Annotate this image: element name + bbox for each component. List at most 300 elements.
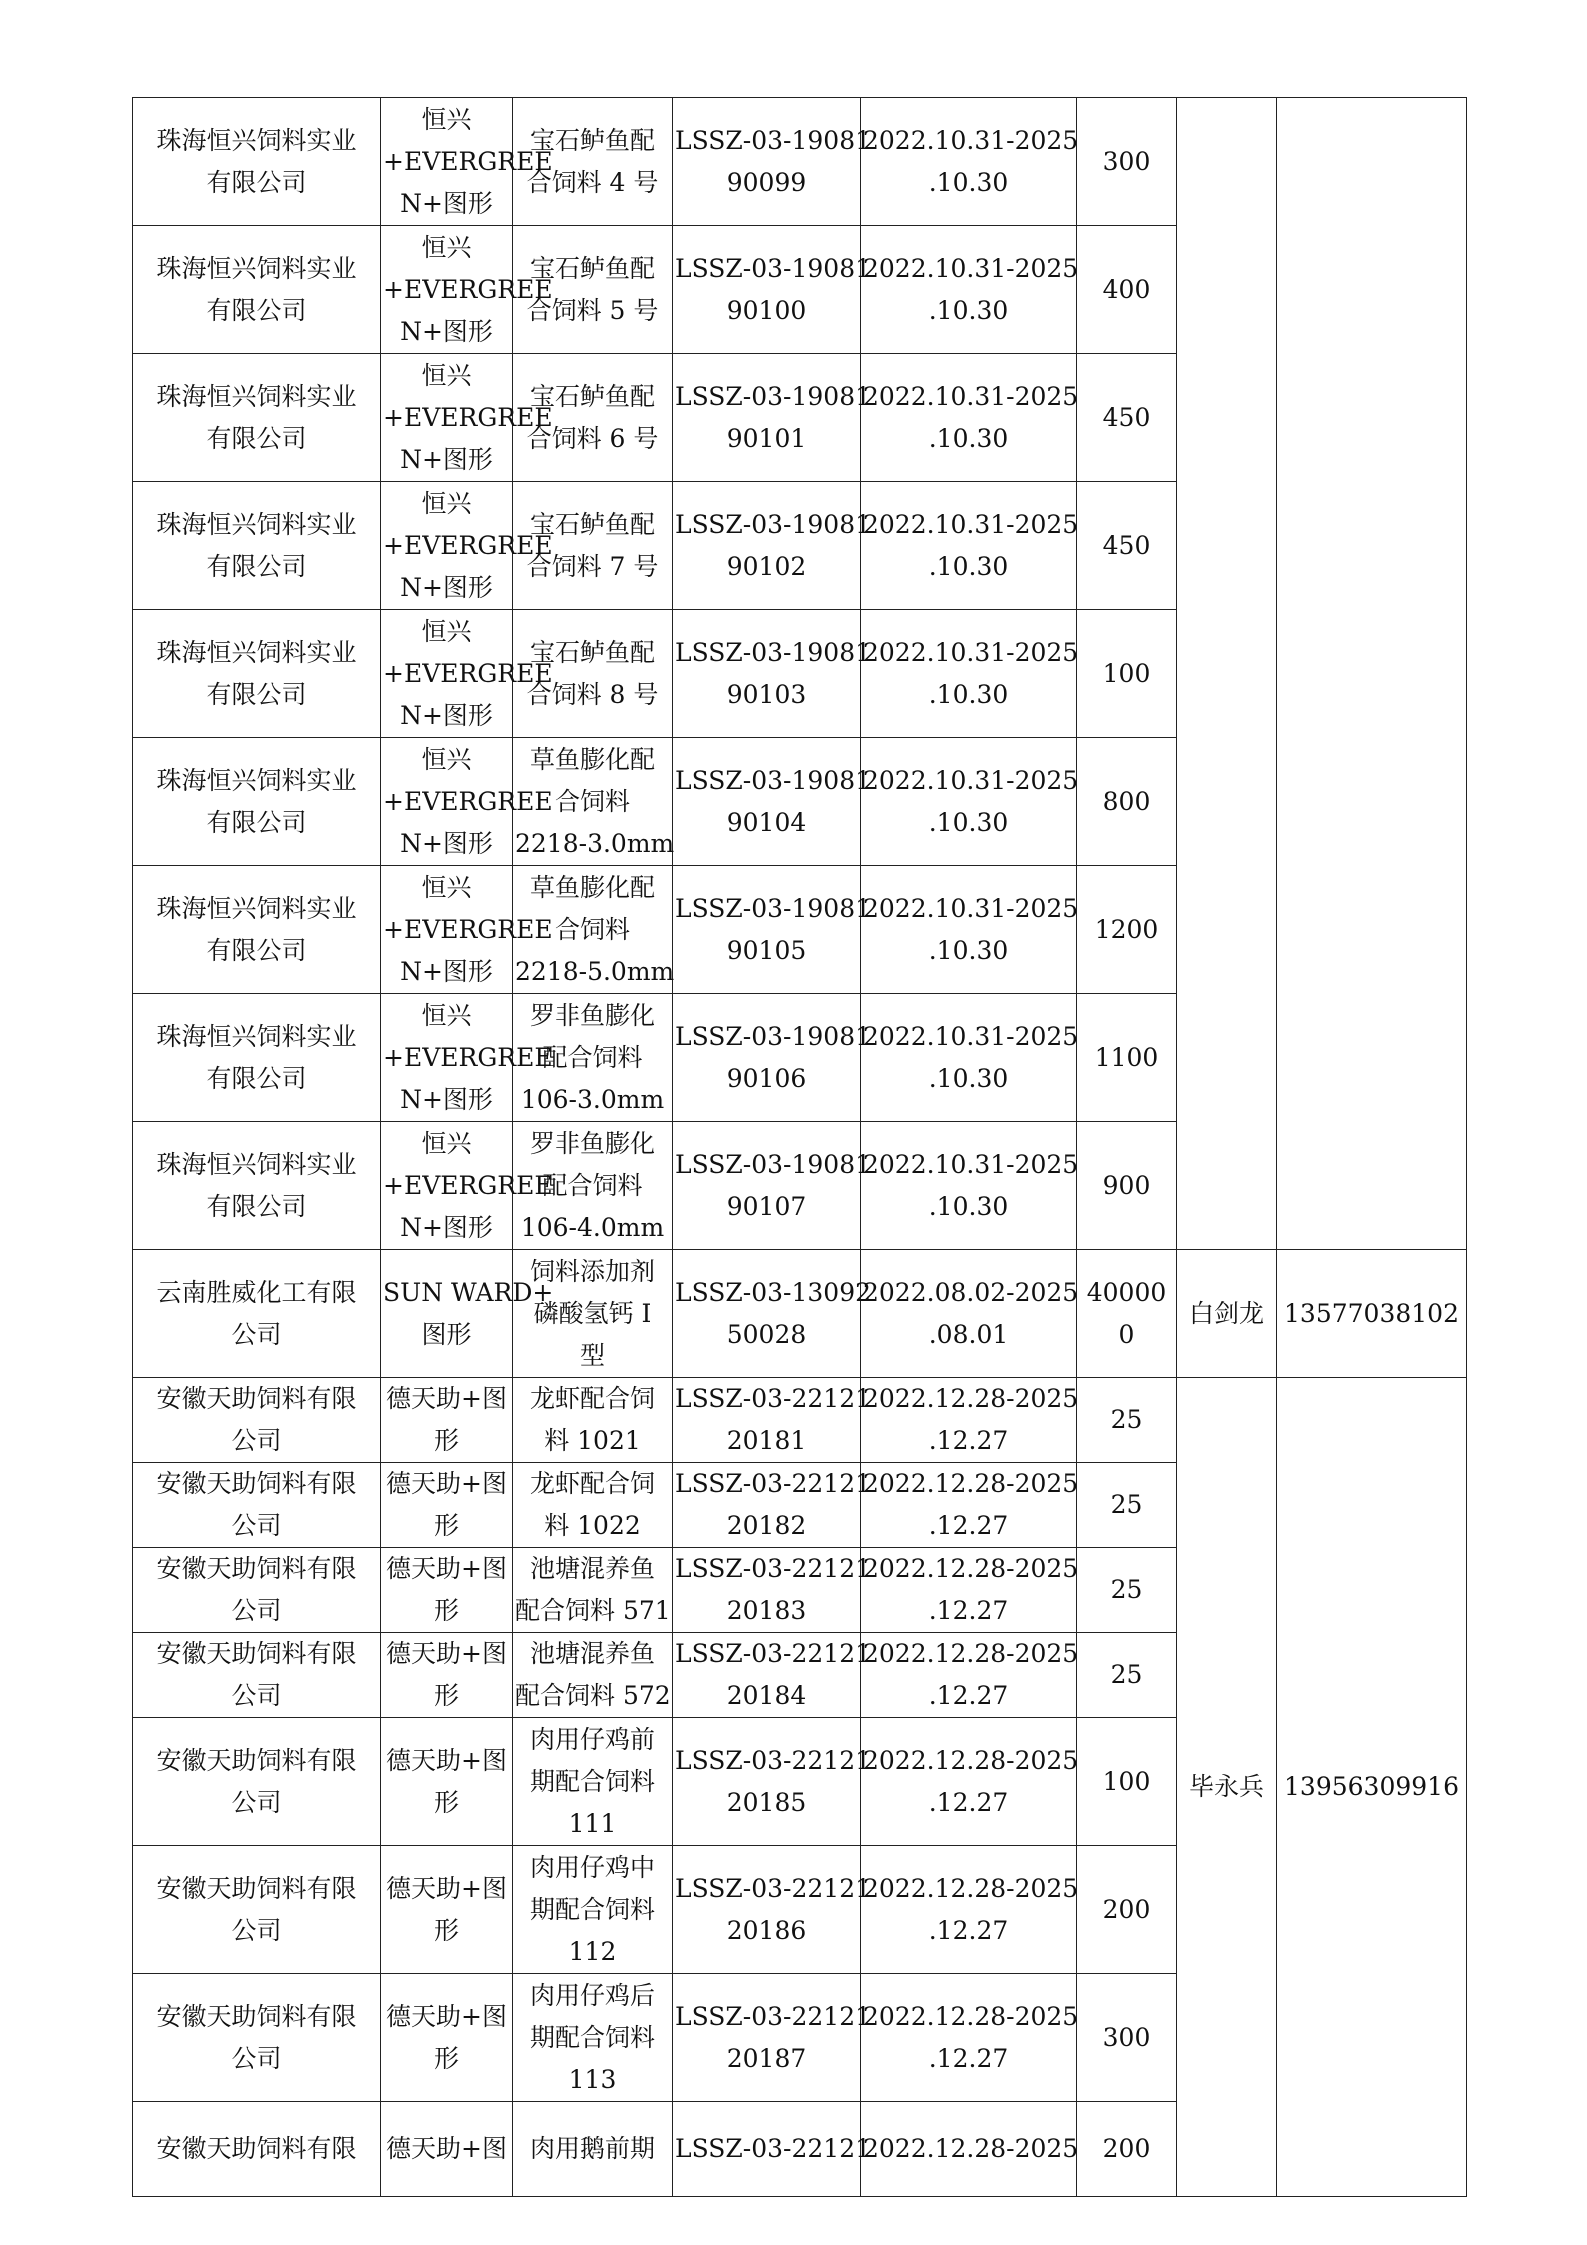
brand-cell-line: +EVERGREE [383,658,553,688]
registration-code-cell [673,1846,872,1974]
company-cell-line: 有限公司 [206,807,307,837]
brand-cell-line: 形 [433,1426,459,1455]
brand-cell [381,1378,513,1463]
brand-cell-line: 恒兴 [421,1128,472,1158]
registration-code-cell-line: 90107 [726,1191,807,1221]
validity-period-cell-line: .12.27 [928,1915,1009,1945]
validity-period-cell-line: .10.30 [928,935,1009,965]
amount-cell: 900 [1077,1122,1177,1250]
company-cell-line: 珠海恒兴饲料实业 [156,509,357,539]
product-cell-line: 肉用仔鸡中 [529,1852,655,1882]
brand-cell-line: 德天助+图 [386,1745,507,1775]
amount-cell: 450 [1077,354,1177,482]
brand-cell [381,738,553,866]
validity-period-cell-line: .12.27 [928,1426,1009,1455]
company-cell [133,482,381,610]
brand-cell-line: N+图形 [400,316,493,346]
brand-cell-line: 恒兴 [421,360,472,390]
brand-cell-line: 恒兴 [421,104,472,134]
product-cell-line: 配合饲料 571 [515,1596,671,1625]
product-cell [513,1974,673,2102]
registration-code-cell-line: 50028 [726,1319,807,1349]
product-cell-line: 宝石鲈鱼配 [529,509,655,539]
product-cell-line: 肉用鹅前期 [529,2134,655,2163]
table-row [133,1250,1467,1378]
brand-cell-line: N+图形 [400,1084,493,1114]
product-cell-line: 宝石鲈鱼配 [529,637,655,667]
brand-cell-line: 恒兴 [421,1000,472,1030]
company-cell [133,226,381,354]
registration-code-cell-line: LSSZ-03-19081 [675,1149,872,1179]
registration-code-cell [673,1548,872,1633]
registration-code-cell-line: LSSZ-03-22121 [675,1745,872,1775]
validity-period-cell-line: 2022.10.31-2025 [863,1021,1079,1051]
registration-code-cell [673,226,872,354]
registration-code-cell-line: 20186 [726,1915,807,1945]
product-cell-line: 草鱼膨化配 [529,744,655,774]
validity-period-cell-line: .12.27 [928,1681,1009,1710]
product-cell-line: 合饲料 5 号 [526,295,659,325]
company-cell-line: 珠海恒兴饲料实业 [156,637,357,667]
product-cell-line: 龙虾配合饲 [529,1384,655,1413]
brand-cell-line: 恒兴 [421,488,472,518]
product-cell-line: 龙虾配合饲 [529,1469,655,1498]
brand-cell-line: 德天助+图 [386,1384,507,1413]
company-cell-line: 安徽天助饲料有限 [156,2001,357,2031]
brand-cell-line: 形 [433,1915,459,1945]
brand-cell [381,98,553,226]
amount-cell: 25 [1077,1633,1177,1718]
product-cell [513,1548,673,1633]
registration-code-cell-line: 90104 [726,807,807,837]
company-cell [133,1250,381,1378]
brand-cell [381,2102,513,2197]
brand-cell-line: N+图形 [400,444,493,474]
validity-period-cell-line: .10.30 [928,1191,1009,1221]
validity-period-cell-line: 2022.10.31-2025 [863,125,1079,155]
product-cell-line: 配合饲料 [542,1042,643,1072]
registration-code-cell-line: LSSZ-03-13092 [675,1277,872,1307]
company-cell-line: 有限公司 [206,1191,307,1221]
registration-code-cell [673,98,872,226]
validity-period-cell-line: 2022.12.28-2025 [863,1469,1079,1498]
product-cell [513,2102,673,2197]
company-cell [133,994,381,1122]
company-cell-line: 公司 [231,1787,282,1817]
company-cell-line: 公司 [231,1596,282,1625]
company-cell-line: 公司 [231,1319,282,1349]
product-cell-line: 期配合饲料 [529,2022,655,2052]
product-cell-line: 肉用仔鸡前 [529,1724,655,1754]
company-cell-line: 珠海恒兴饲料实业 [156,893,357,923]
brand-cell-line: 德天助+图 [386,1469,507,1498]
brand-cell-line: 形 [433,1511,459,1540]
brand-cell [381,1633,513,1718]
product-cell-line: 期配合饲料 [529,1766,655,1796]
brand-cell-line: 恒兴 [421,744,472,774]
registration-code-cell [673,1378,872,1463]
product-cell-line: 113 [568,2064,617,2094]
product-cell-line: 型 [579,1340,605,1370]
brand-cell-line: N+图形 [400,828,493,858]
validity-period-cell [861,482,1077,610]
company-cell [133,738,381,866]
amount-cell: 100 [1077,610,1177,738]
validity-period-cell-line: 2022.10.31-2025 [863,1149,1079,1179]
registration-code-cell-line: 90100 [726,295,807,325]
contact-phone-cell: 13956309916 [1277,1378,1467,2197]
validity-period-cell-line: 2022.12.28-2025 [863,2001,1079,2031]
brand-cell-line: +EVERGREE [383,402,553,432]
product-cell-line: 池塘混养鱼 [529,1639,655,1668]
company-cell-line: 公司 [231,1915,282,1945]
registration-code-cell-line: LSSZ-03-19081 [675,893,872,923]
brand-cell-line: 恒兴 [421,616,472,646]
brand-cell [381,866,553,994]
brand-cell-line: 形 [433,2043,459,2073]
validity-period-cell [861,354,1077,482]
brand-cell-line: 德天助+图 [386,1873,507,1903]
contact-name-cell: 白剑龙 [1177,1250,1277,1378]
company-cell [133,354,381,482]
validity-period-cell-line: .12.27 [928,1787,1009,1817]
product-cell-line: 合饲料 6 号 [526,423,659,453]
registration-code-cell-line: 20181 [726,1426,807,1455]
product-cell-line: 配合饲料 [542,1170,643,1200]
company-cell-line: 有限公司 [206,423,307,453]
registration-code-cell [673,1250,872,1378]
product-cell-line: 料 1021 [544,1426,641,1455]
validity-period-cell [861,1378,1077,1463]
validity-period-cell [861,738,1077,866]
amount-cell: 200 [1077,2102,1177,2197]
table-row [133,1378,1467,1463]
product-cell-line: 宝石鲈鱼配 [529,253,655,283]
product-cell-line: 磷酸氢钙 I [533,1298,652,1328]
registration-code-cell-line: LSSZ-03-19081 [675,509,872,539]
company-cell-line: 安徽天助饲料有限 [156,1469,357,1498]
amount-cell: 25 [1077,1548,1177,1633]
validity-period-cell-line: 2022.12.28-2025 [863,1384,1079,1413]
brand-cell [381,610,553,738]
registration-code-cell-line: 20184 [726,1681,807,1710]
validity-period-cell-line: 2022.10.31-2025 [863,893,1079,923]
company-cell-line: 公司 [231,1681,282,1710]
validity-period-cell [861,1974,1077,2102]
product-cell-line: 合饲料 4 号 [526,167,659,197]
brand-cell-line: 德天助+图 [386,1554,507,1583]
validity-period-cell-line: 2022.10.31-2025 [863,509,1079,539]
company-cell [133,2102,381,2197]
registration-code-cell-line: LSSZ-03-19081 [675,381,872,411]
brand-cell [381,1463,513,1548]
amount-cell: 400 [1077,226,1177,354]
amount-cell: 300 [1077,1974,1177,2102]
company-cell-line: 珠海恒兴饲料实业 [156,1149,357,1179]
registration-code-cell-line: 90099 [726,167,807,197]
registration-code-cell-line: 90106 [726,1063,807,1093]
product-cell-line: 肉用仔鸡后 [529,1980,655,2010]
product-cell [513,1633,673,1718]
product-cell [513,610,673,738]
registration-code-cell-line: LSSZ-03-22121 [675,2134,872,2163]
registration-code-cell [673,1463,872,1548]
company-cell-line: 有限公司 [206,551,307,581]
registration-code-cell [673,994,872,1122]
product-cell-line: 2218-5.0mm [515,956,675,986]
contact-phone-cell [1277,98,1467,1250]
amount-cell: 25 [1077,1463,1177,1548]
brand-cell-line: +EVERGREE [383,914,553,944]
company-cell [133,1463,381,1548]
brand-cell-line: 恒兴 [421,232,472,262]
validity-period-cell [861,2102,1077,2197]
company-cell-line: 有限公司 [206,1063,307,1093]
validity-period-cell-line: .10.30 [928,551,1009,581]
registration-code-cell-line: 90101 [726,423,807,453]
registration-code-cell-line: 90103 [726,679,807,709]
registration-code-cell-line: LSSZ-03-22121 [675,1554,872,1583]
brand-cell-line: +EVERGREE [383,146,553,176]
feed-registration-table [132,97,1467,2197]
registration-code-cell [673,1974,872,2102]
validity-period-cell-line: .10.30 [928,423,1009,453]
registration-code-cell-line: LSSZ-03-22121 [675,1639,872,1668]
brand-cell [381,482,553,610]
brand-cell-line: N+图形 [400,956,493,986]
company-cell [133,866,381,994]
company-cell-line: 安徽天助饲料有限 [156,1745,357,1775]
company-cell-line: 有限公司 [206,167,307,197]
validity-period-cell [861,1633,1077,1718]
validity-period-cell-line: .12.27 [928,1596,1009,1625]
brand-cell [381,1548,513,1633]
registration-code-cell-line: 90105 [726,935,807,965]
product-cell-line: 2218-3.0mm [515,828,675,858]
product-cell-line: 配合饲料 572 [515,1681,671,1710]
product-cell [513,98,673,226]
product-cell-line: 池塘混养鱼 [529,1554,655,1583]
company-cell-line: 公司 [231,1511,282,1540]
company-cell [133,1974,381,2102]
company-cell-line: 有限公司 [206,679,307,709]
validity-period-cell [861,98,1077,226]
validity-period-cell-line: 2022.08.02-2025 [863,1277,1079,1307]
registration-code-cell-line: 90102 [726,551,807,581]
amount-cell: 450 [1077,482,1177,610]
validity-period-cell-line: 2022.12.28-2025 [863,1873,1079,1903]
brand-cell-line: 德天助+图 [386,1639,507,1668]
brand-cell-line: +EVERGREE [383,1170,553,1200]
company-cell-line: 珠海恒兴饲料实业 [156,1021,357,1051]
product-cell [513,354,673,482]
brand-cell [381,1250,554,1378]
product-cell-line: 期配合饲料 [529,1894,655,1924]
brand-cell [381,226,553,354]
brand-cell-line: N+图形 [400,700,493,730]
brand-cell-line: +EVERGREE [383,1042,553,1072]
company-cell-line: 珠海恒兴饲料实业 [156,125,357,155]
validity-period-cell [861,1250,1077,1378]
brand-cell [381,994,553,1122]
validity-period-cell-line: .08.01 [928,1319,1009,1349]
registration-code-cell-line: 20185 [726,1787,807,1817]
amount-cell: 200 [1077,1846,1177,1974]
validity-period-cell-line: 2022.12.28-2025 [863,1639,1079,1668]
brand-cell-line: +EVERGREE [383,530,553,560]
validity-period-cell [861,1846,1077,1974]
company-cell-line: 安徽天助饲料有限 [156,1873,357,1903]
brand-cell-line: N+图形 [400,1212,493,1242]
contact-name-cell: 毕永兵 [1177,1378,1277,2197]
product-cell-line: 草鱼膨化配 [529,872,655,902]
registration-code-cell-line: LSSZ-03-19081 [675,253,872,283]
registration-code-cell-line: 20182 [726,1511,807,1540]
validity-period-cell-line: 2022.12.28-2025 [863,1554,1079,1583]
registration-code-cell [673,482,872,610]
company-cell-line: 云南胜威化工有限 [156,1277,357,1307]
amount-cell: 1200 [1077,866,1177,994]
brand-cell-line: SUN WARD+ [383,1277,554,1307]
company-cell-line: 安徽天助饲料有限 [156,1554,357,1583]
validity-period-cell [861,1548,1077,1633]
product-cell-line: 料 1022 [544,1511,641,1540]
registration-code-cell-line: LSSZ-03-19081 [675,637,872,667]
company-cell [133,610,381,738]
brand-cell-line: 形 [433,1681,459,1710]
validity-period-cell-line: 2022.10.31-2025 [863,637,1079,667]
product-cell [513,226,673,354]
validity-period-cell [861,226,1077,354]
company-cell [133,1548,381,1633]
amount-cell: 25 [1077,1378,1177,1463]
product-cell [513,1846,673,1974]
validity-period-cell [861,866,1077,994]
validity-period-cell-line: .10.30 [928,295,1009,325]
product-cell-line: 111 [568,1808,617,1838]
validity-period-cell [861,1122,1077,1250]
registration-code-cell [673,866,872,994]
registration-code-cell-line: LSSZ-03-19081 [675,1021,872,1051]
registration-code-cell [673,1718,872,1846]
brand-cell-line: +EVERGREE [383,274,553,304]
product-cell-line: 合饲料 [554,786,630,816]
registration-code-cell-line: LSSZ-03-22121 [675,1384,872,1413]
registration-code-cell-line: 20187 [726,2043,807,2073]
company-cell-line: 有限公司 [206,935,307,965]
registration-code-cell [673,354,872,482]
brand-cell-line: N+图形 [400,188,493,218]
product-cell-line: 罗非鱼膨化 [529,1000,655,1030]
product-cell [513,1718,673,1846]
product-cell-line: 112 [568,1936,617,1966]
table-body [133,98,1467,2197]
product-cell-line: 罗非鱼膨化 [529,1128,655,1158]
registration-code-cell [673,738,872,866]
registration-code-cell-line: LSSZ-03-22121 [675,1873,872,1903]
company-cell [133,1122,381,1250]
brand-cell [381,1718,513,1846]
brand-cell-line: +EVERGREE [383,786,553,816]
amount-cell: 100 [1077,1718,1177,1846]
company-cell-line: 有限公司 [206,295,307,325]
validity-period-cell-line: 2022.10.31-2025 [863,765,1079,795]
brand-cell [381,1846,513,1974]
validity-period-cell [861,1463,1077,1548]
brand-cell [381,354,553,482]
product-cell [513,482,673,610]
company-cell [133,1718,381,1846]
company-cell-line: 公司 [231,1426,282,1455]
product-cell-line: 宝石鲈鱼配 [529,125,655,155]
validity-period-cell [861,1718,1077,1846]
registration-code-cell-line: LSSZ-03-19081 [675,765,872,795]
product-cell-line: 合饲料 [554,914,630,944]
company-cell-line: 公司 [231,2043,282,2073]
contact-phone-cell: 13577038102 [1277,1250,1467,1378]
validity-period-cell [861,610,1077,738]
registration-code-cell [673,2102,872,2197]
table-row [133,98,1467,226]
company-cell [133,1378,381,1463]
company-cell [133,98,381,226]
company-cell-line: 珠海恒兴饲料实业 [156,765,357,795]
validity-period-cell-line: .10.30 [928,167,1009,197]
registration-code-cell [673,1633,872,1718]
company-cell [133,1846,381,1974]
product-cell-line: 饲料添加剂 [529,1256,655,1286]
brand-cell-line: 图形 [421,1319,472,1349]
validity-period-cell-line: 2022.10.31-2025 [863,381,1079,411]
validity-period-cell [861,994,1077,1122]
company-cell-line: 安徽天助饲料有限 [156,2134,357,2163]
registration-code-cell-line: LSSZ-03-22121 [675,1469,872,1498]
validity-period-cell-line: 2022.10.31-2025 [863,253,1079,283]
registration-code-cell-line: 20183 [726,1596,807,1625]
validity-period-cell-line: .10.30 [928,807,1009,837]
brand-cell-line: 德天助+图 [386,2001,507,2031]
brand-cell-line: 形 [433,1596,459,1625]
product-cell-line: 106-3.0mm [520,1084,665,1114]
brand-cell-line: 恒兴 [421,872,472,902]
validity-period-cell-line: .10.30 [928,1063,1009,1093]
company-cell-line: 珠海恒兴饲料实业 [156,253,357,283]
registration-code-cell-line: LSSZ-03-22121 [675,2001,872,2031]
product-cell [513,1378,673,1463]
amount-cell: 300 [1077,98,1177,226]
contact-name-cell [1177,98,1277,1250]
brand-cell-line: 形 [433,1787,459,1817]
product-cell [513,1250,673,1378]
validity-period-cell-line: .12.27 [928,1511,1009,1540]
validity-period-cell-line: 2022.12.28-2025 [863,1745,1079,1775]
brand-cell-line: N+图形 [400,572,493,602]
company-cell-line: 安徽天助饲料有限 [156,1384,357,1413]
amount-cell: 1100 [1077,994,1177,1122]
product-cell-line: 合饲料 8 号 [526,679,659,709]
product-cell-line: 106-4.0mm [520,1212,665,1242]
validity-period-cell-line: .10.30 [928,679,1009,709]
validity-period-cell-line: 2022.12.28-2025 [863,2134,1079,2163]
brand-cell [381,1122,553,1250]
validity-period-cell-line: .12.27 [928,2043,1009,2073]
product-cell [513,1463,673,1548]
registration-code-cell-line: LSSZ-03-19081 [675,125,872,155]
company-cell-line: 安徽天助饲料有限 [156,1639,357,1668]
brand-cell-line: 德天助+图 [386,2134,507,2163]
company-cell [133,1633,381,1718]
brand-cell [381,1974,513,2102]
